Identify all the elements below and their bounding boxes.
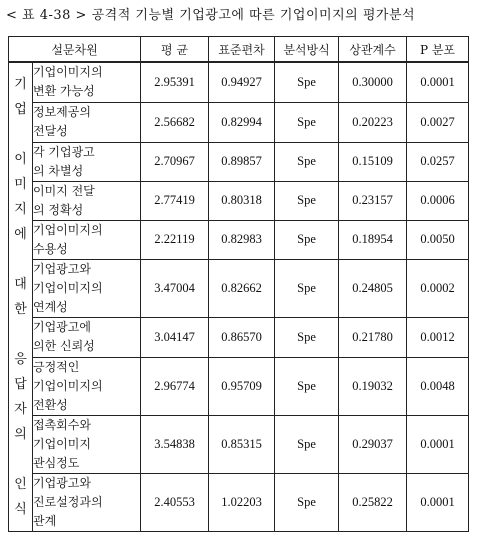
p-cell: 0.0001 [407,473,469,531]
item-cell [33,473,141,531]
p-cell: 0.0006 [407,181,469,220]
item-line: 각 기업광고 [33,144,95,159]
table-row [9,181,469,220]
side-label-char: 응 [14,351,27,367]
mean-cell: 3.47004 [141,259,209,317]
p-cell: 0.0001 [407,415,469,473]
correlation-cell: 0.23157 [339,181,407,220]
table-row [9,62,469,102]
p-cell: 0.0027 [407,102,469,142]
side-label-char: 지 [14,201,27,217]
side-label-char: 기 [14,76,27,92]
col-header-method: 분석방식 [275,37,339,63]
p-cell: 0.0012 [407,317,469,357]
item-line: 관계 [33,513,57,528]
table-row [9,142,469,181]
table-row [9,473,469,531]
side-label-char: 식 [14,501,27,517]
item-cell [33,142,141,181]
correlation-cell: 0.24805 [339,259,407,317]
correlation-cell: 0.20223 [339,102,407,142]
mean-cell: 2.40553 [141,473,209,531]
item-line: 기업이미지의 [33,280,103,295]
side-label-char: 답 [14,376,27,392]
mean-cell: 2.56682 [141,102,209,142]
item-cell [33,357,141,415]
item-line: 의 차별성 [33,163,84,178]
col-header-mean: 평 균 [141,37,209,63]
p-cell: 0.0001 [407,62,469,102]
mean-cell: 2.77419 [141,181,209,220]
correlation-cell: 0.15109 [339,142,407,181]
method-cell: Spe [275,415,339,473]
item-cell [33,102,141,142]
item-cell [33,415,141,473]
p-cell: 0.0257 [407,142,469,181]
side-label-char: 업 [14,101,27,117]
correlation-cell: 0.25822 [339,473,407,531]
item-line: 기업이미지의 [33,222,103,237]
col-header-dimension: 설문차원 [9,37,141,63]
method-cell: Spe [275,62,339,102]
col-header-p: P 분포 [407,37,469,63]
item-line: 연계성 [33,299,68,314]
item-line: 기업광고에 [33,320,91,334]
col-header-correlation: 상관계수 [339,37,407,63]
col-header-sd: 표준편차 [209,37,275,63]
item-line: 의한 신뢰성 [33,339,95,353]
table-body [9,62,469,531]
item-line: 전환성 [33,397,68,412]
method-cell: Spe [275,317,339,357]
p-cell: 0.0048 [407,357,469,415]
method-cell: Spe [275,142,339,181]
side-label-char: 한 [14,301,27,317]
sd-cell: 0.95709 [209,357,275,415]
side-label-char: 의 [14,426,27,442]
mean-cell: 2.96774 [141,357,209,415]
sd-cell: 0.86570 [209,317,275,357]
sd-cell: 0.80318 [209,181,275,220]
item-line: 이미지 전달 [33,183,95,198]
item-cell [33,317,141,357]
side-label-char: 에 [14,226,27,242]
table-row [9,317,469,357]
table-caption: < 표 4-38 > 공격적 기능별 기업광고에 따른 기업이미지의 평가분석 [6,8,416,23]
method-cell: Spe [275,473,339,531]
item-line: 기업이미지 [33,436,91,451]
item-line: 긍정적인 [33,359,80,374]
item-cell [33,259,141,317]
item-line: 의 정확성 [33,202,84,217]
mean-cell: 2.95391 [141,62,209,102]
side-label-char: 이 [14,151,27,167]
side-label-char: 자 [14,401,27,417]
table-row [9,357,469,415]
p-cell: 0.0002 [407,259,469,317]
sd-cell: 0.85315 [209,415,275,473]
item-line: 변환 가능성 [33,84,95,99]
item-line: 관심정도 [33,455,80,470]
sd-cell: 0.82983 [209,220,275,259]
mean-cell: 2.22119 [141,220,209,259]
side-label [9,62,33,531]
mean-cell: 3.54838 [141,415,209,473]
sd-cell: 0.89857 [209,142,275,181]
item-line: 수용성 [33,241,68,256]
item-line: 전달성 [33,124,68,138]
mean-cell: 3.04147 [141,317,209,357]
item-line: 접촉회수와 [33,417,91,432]
item-line: 기업광고와 [33,261,91,276]
side-label-char: 미 [14,176,27,192]
header-row [9,37,469,63]
sd-cell: 0.82994 [209,102,275,142]
sd-cell: 0.82662 [209,259,275,317]
method-cell: Spe [275,357,339,415]
method-cell: Spe [275,181,339,220]
correlation-cell: 0.29037 [339,415,407,473]
method-cell: Spe [275,102,339,142]
item-line: 정보제공의 [33,105,91,119]
table-row [9,259,469,317]
item-line: 기업이미지의 [33,378,103,393]
side-label-char: 인 [14,476,27,492]
correlation-cell: 0.30000 [339,62,407,102]
correlation-cell: 0.18954 [339,220,407,259]
item-cell [33,220,141,259]
correlation-cell: 0.19032 [339,357,407,415]
table-row [9,220,469,259]
item-cell [33,62,141,102]
method-cell: Spe [275,220,339,259]
sd-cell: 1.02203 [209,473,275,531]
evaluation-table [8,36,469,532]
table-row [9,102,469,142]
table-row [9,415,469,473]
correlation-cell: 0.21780 [339,317,407,357]
item-line: 진로설정과의 [33,494,103,509]
item-cell [33,181,141,220]
sd-cell: 0.94927 [209,62,275,102]
item-line: 기업광고와 [33,475,91,490]
mean-cell: 2.70967 [141,142,209,181]
item-line: 기업이미지의 [33,65,103,80]
p-cell: 0.0050 [407,220,469,259]
method-cell: Spe [275,259,339,317]
side-label-char: 대 [14,276,27,292]
